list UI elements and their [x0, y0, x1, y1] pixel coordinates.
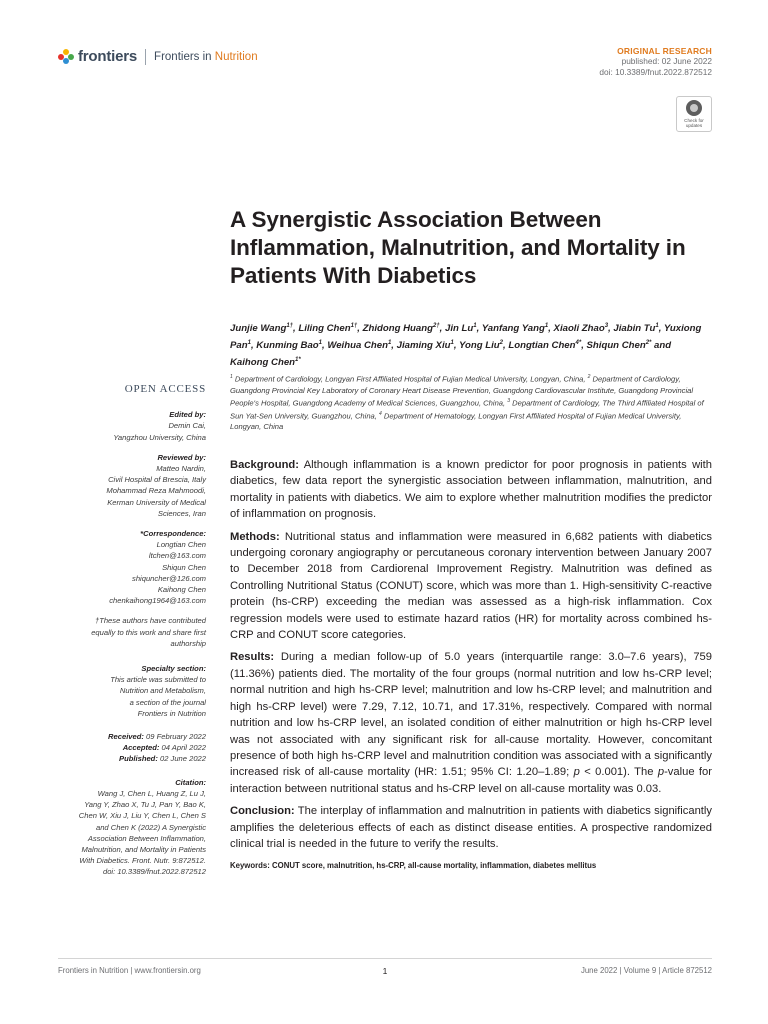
email-link[interactable]: shiquncher@126.com [132, 573, 206, 583]
results-text-b: < 0.001). The [579, 766, 658, 779]
abstract-background [230, 457, 712, 523]
published-date: published: 02 June 2022 [621, 56, 712, 66]
affiliation-number: 1 [230, 374, 233, 380]
received-value: 09 February 2022 [143, 732, 206, 742]
results-text-c: -value for interaction between nutritional status and hs-CRP level on all-cause mortality was 0.03. [230, 766, 712, 795]
correspondence-heading: *Correspondence: [140, 529, 206, 539]
results-p-symbol-2: p [657, 766, 665, 779]
author-separator: , [391, 340, 397, 352]
sidebar-line: Malnutrition, and Mortality in Patients [81, 844, 206, 854]
citation-heading: Citation: [175, 777, 206, 787]
author-name[interactable]: Yanfang Yang [481, 323, 545, 335]
author-name[interactable]: Yong Liu [458, 340, 500, 352]
conclusion-text: The interplay of inflammation and malnutrition in patients with diabetics significantly amplifies the deleterious effects of each as distinct disease entities. A prospective randomized clinical trial is needed in the future to verify the results. [230, 805, 712, 850]
author-name[interactable]: Shiqun Chen [586, 340, 646, 352]
author-affiliation-marker: 1 [450, 340, 454, 347]
published-sidebar-date [56, 753, 206, 764]
sidebar-line: Demin Cai, [168, 421, 206, 431]
results-p-symbol: p [573, 766, 580, 779]
conclusion-label: Conclusion: [230, 805, 295, 818]
author-affiliation-marker: 1 [655, 323, 659, 329]
published-label: Published: [119, 754, 158, 764]
reviewed-by [56, 452, 206, 519]
edited-by-lines [56, 420, 206, 442]
brand-name: frontiers [78, 48, 138, 65]
abstract-conclusion [230, 803, 712, 852]
results-label: Results: [230, 651, 275, 664]
doi-link[interactable]: doi: 10.3389/fnut.2022.872512 [599, 67, 712, 77]
background-label: Background: [230, 459, 299, 471]
author-separator: and [651, 340, 672, 352]
page-header [58, 46, 712, 86]
author-separator: , [581, 340, 587, 352]
author-separator: , [322, 340, 328, 352]
footer-divider [58, 958, 712, 959]
methods-text: Nutritional status and inflammation were measured in 6,682 patients with diabetics undergoing coronary angiography or percutaneous coronary intervention between January 2007 to December 2018 from Cardiorenal Improvement Registry. Malnutrition was defined as Controlling Nutritional Status (CONUT) score, which was more than 1. High-sensitivity C-reactive protein (hs-CRP) exceeding the median was assessed as a high-risk inflammation. Cox regression models were used to estimate hazard ratios (HR) for mortality across combined hs-CRP and CONUT score categories. [230, 530, 712, 642]
frontiers-logo[interactable] [58, 48, 258, 65]
equal-contribution-note [56, 615, 206, 649]
edited-by-heading: Edited by: [169, 410, 206, 420]
page-number: 1 [382, 966, 388, 976]
author-list [230, 319, 712, 371]
article-title: A Synergistic Association Between Inflammation, Malnutrition, and Mortality in Patients With Diabetics [230, 207, 686, 288]
article-dates [56, 731, 206, 765]
sidebar-line: Frontiers in Nutrition [137, 708, 206, 718]
email-link[interactable]: ltchen@163.com [148, 551, 206, 561]
author-name[interactable]: Kunming Bao [256, 340, 319, 352]
article-type: ORIGINAL RESEARCH [617, 46, 712, 56]
crossmark-label: Check for updates [684, 118, 704, 128]
citation [56, 777, 206, 878]
sidebar-line: equally to this work and share first [91, 627, 206, 637]
specialty-section [56, 663, 206, 719]
affiliation-number: 2 [587, 374, 591, 380]
author-separator: , [357, 323, 363, 335]
affiliation-number: 3 [507, 397, 511, 404]
author-separator: , [476, 323, 482, 335]
author-name[interactable]: Zhidong Huang [362, 323, 433, 335]
author-name[interactable]: Yuxiong Pan [230, 323, 702, 352]
sidebar-line: Chen W, Xiu J, Liu Y, Chen L, Chen S [78, 811, 206, 821]
abstract [230, 457, 712, 875]
sidebar-line: With Diabetics. Front. Nutr. 9:872512. [79, 856, 206, 866]
affiliations [230, 372, 712, 433]
footer-volume: June 2022 | Volume 9 | Article 872512 [580, 966, 712, 975]
open-access-label: OPEN ACCESS [124, 383, 206, 395]
author-name[interactable]: Jiabin Tu [613, 323, 656, 335]
article-sidebar [56, 384, 206, 887]
author-name[interactable]: Xiaoli Zhao [553, 323, 605, 335]
sidebar-line: Wang J, Chen L, Huang Z, Lu J, [97, 788, 206, 798]
author-affiliation-marker: 2† [432, 323, 440, 329]
author-affiliation-marker: 1* [295, 357, 301, 364]
author-name[interactable]: Liling Chen [298, 323, 351, 335]
author-name[interactable]: Jiaming Xiu [396, 340, 451, 352]
affiliation-text: Department of Cardiology, Guangdong Provincial Key Laboratory of Coronary Heart Disease Prevention, Guangdong Cardiovascular Institute, Guangdong Provincial People's Hospital, Guangdong Academy of Medical Sciences, Guangzhou, China, [230, 374, 694, 408]
author-name[interactable]: Weihua Chen [327, 340, 388, 352]
author-affiliation-marker: 1 [387, 340, 392, 347]
sidebar-line: Association Between Inflammation, [87, 833, 206, 843]
abstract-results [230, 649, 712, 797]
citation-lines [56, 788, 206, 878]
author-affiliation-marker: 1 [544, 323, 549, 329]
sidebar-line: Yangzhou University, China [113, 432, 206, 442]
email-link[interactable]: chenkaihong1964@163.com [109, 596, 206, 606]
sidebar-line: Kerman University of Medical [107, 497, 206, 507]
author-separator: , [439, 323, 445, 335]
author-affiliation-marker: 2* [645, 340, 652, 347]
sidebar-line: Matteo Nardin, [156, 464, 206, 474]
sidebar-line: Kaihong Chen [157, 585, 206, 595]
author-name[interactable]: Junjie Wang [230, 323, 287, 335]
equal-contrib-lines [56, 615, 206, 649]
author-separator: , [548, 323, 554, 335]
published-value: 02 June 2022 [157, 754, 206, 764]
sidebar-line: †These authors have contributed [94, 616, 206, 626]
author-name[interactable]: Longtian Chen [508, 340, 576, 352]
methods-label: Methods: [230, 530, 280, 543]
author-name[interactable]: Kaihong Chen [230, 357, 296, 369]
received-label: Received: [108, 732, 144, 742]
sidebar-line: Civil Hospital of Brescia, Italy [108, 475, 206, 485]
specialty-heading: Specialty section: [141, 664, 206, 674]
author-affiliation-marker: 1 [473, 323, 477, 329]
author-separator: , [608, 323, 614, 335]
journal-accent: Nutrition [214, 50, 258, 63]
author-separator: , [293, 323, 299, 335]
author-affiliation-marker: 1 [247, 340, 251, 347]
sidebar-line: Sciences, Iran [157, 508, 206, 518]
author-affiliation-marker: 2 [499, 340, 504, 347]
accepted-value: 04 April 2022 [159, 743, 206, 753]
author-separator: , [250, 340, 257, 352]
keywords: Keywords: CONUT score, malnutrition, hs-CRP, all-cause mortality, inflammation, diabetes mellitus [230, 861, 597, 871]
author-affiliation-marker: 4* [575, 340, 582, 347]
author-name[interactable]: Jin Lu [445, 323, 474, 335]
affiliation-number: 4 [379, 410, 382, 417]
affiliation-text: Department of Cardiology, The Third Affiliated Hospital of Sun Yat-Sen University, Guangzhou, China, [230, 398, 704, 421]
journal-prefix: Frontiers in [154, 50, 215, 63]
correspondence-lines [56, 539, 206, 606]
accepted-date [56, 742, 206, 753]
sidebar-line: and Chen K (2022) A Synergistic [95, 822, 206, 832]
sidebar-line: Nutrition and Metabolism, [119, 686, 206, 696]
crossmark-icon [686, 100, 702, 116]
sidebar-line: Mohammad Reza Mahmoodi, [106, 486, 206, 496]
results-text-a: During a median follow-up of 5.0 years (interquartile range: 3.0–7.6 years), 759 (11.36%) patients died. The mortality of the four groups (normal nutrition and low hs-CRP level; normal nutrition and high hs-CRP level; malnutrition and low hs-CRP level; and malnutrition and high hs-CRP level) were 7.29, 7.12, 10.71, and 17.31%, respectively. Compared with normal nutrition and low hs-CRP level, an isolated condition of either malnutrition or high hs-CRP level was not associated with any significant risk for all-cause mortality. However, concomitant presence of both high hs-CRP level and malnutrition condition was associated with a significantly increased risk of all-cause mortality (HR: 1.51; 95% CI: 1.20–1.89; [230, 651, 712, 779]
edited-by [56, 409, 206, 443]
author-affiliation-marker: 1† [350, 323, 358, 329]
sidebar-line: Longtian Chen [156, 540, 206, 550]
accepted-label: Accepted: [122, 743, 160, 753]
received-date [56, 731, 206, 742]
reviewed-by-lines [56, 463, 206, 519]
author-affiliation-marker: 1† [286, 323, 294, 329]
article-meta [599, 46, 712, 78]
sidebar-line: doi: 10.3389/fnut.2022.872512 [102, 867, 206, 877]
frontiers-logo-icon [58, 49, 74, 65]
sidebar-line: Shiqun Chen [162, 562, 206, 572]
author-separator: , [658, 323, 664, 335]
author-affiliation-marker: 3 [604, 323, 609, 329]
footer-journal-link[interactable]: Frontiers in Nutrition | www.frontiersin.org [58, 966, 201, 975]
check-for-updates-button[interactable] [676, 96, 712, 132]
abstract-methods [230, 529, 712, 644]
sidebar-line: This article was submitted to [110, 675, 206, 685]
sidebar-line: authorship [170, 638, 206, 648]
logo-divider [145, 49, 146, 65]
author-separator: , [503, 340, 509, 352]
sidebar-line: a section of the journal [129, 697, 206, 707]
affiliation-text: Department of Cardiology, Longyan First Affiliated Hospital of Fujian Medical University, Longyan, China, [232, 374, 588, 384]
sidebar-line: Yang Y, Zhao X, Tu J, Pan Y, Bao K, [84, 800, 206, 810]
author-separator: , [453, 340, 459, 352]
author-affiliation-marker: 1 [318, 340, 322, 347]
correspondence [56, 528, 206, 606]
specialty-lines [56, 674, 206, 719]
background-text: Although inflammation is a known predictor for poor prognosis in patients with diabetics, few data report the synergistic association between inflammation, malnutrition, and mortality in patients with diabetics. We aim to explore whether malnutrition modifies the predictor of inflammation on prognosis. [230, 459, 712, 521]
journal-name[interactable] [154, 51, 258, 63]
reviewed-by-heading: Reviewed by: [157, 452, 206, 462]
affiliation-text: Department of Hematology, Longyan First Affiliated Hospital of Fujian Medical University, Longyan, China [230, 411, 682, 432]
